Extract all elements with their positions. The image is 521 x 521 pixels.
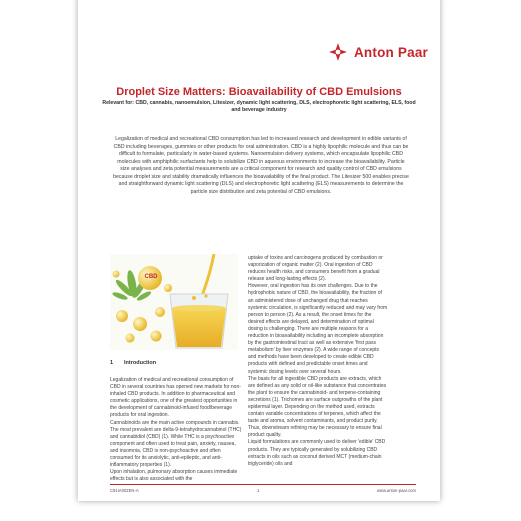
document-title: Droplet Size Matters: Bioavailability of CBD Emulsions <box>116 86 402 98</box>
page-number: 1 <box>257 488 260 493</box>
section-number: 1 <box>110 360 114 366</box>
paragraph: However, oral ingestion has its own challenges. Due to the hydrophobic nature of CBD, the bioavailability, the fraction of an administered dose of unchanged drug that reaches systemic circulation, is significantly reduced and may vary from person to person (2). As a result, the onset times for the desired effects are delayed, and determination of optimal dosing is challenging. There are multiple reasons for a reduction in bioavailability including an incomplete absorption by the gastrointestinal tract as well as extensive 'first pass metabolism' by liver enzymes (2). A wide range of concepts and methods have been developed to create edible CBD products with defined and predictable onset times and systemic dosing levels over several hours. <box>248 283 388 375</box>
abstract: Legalization of medical and recreational CBD consumption has led to increased research and development in edible variants of CBD including beverages, gummies or other products for oral administration. CBD is a highly lipophilic molecule and thus can be difficult to formulate, particularly in water-based systems. Nanoemulsion delivery systems, which encapsulate lipophilic CBD molecules with amphiphilic surfactants help to solubilize CBD in aqueous environments to increase the bioavailability. Particle size analyses and zeta potential measurements are a critical component for research and quality control of CBD emulsions because droplet size and stability dramatically influences the bioavailability of the final product. The Litesizer 500 enables precise and straightforward dynamic light scattering (DLS) and electrophoretic light scattering (ELS) measurements to determine the particle size distribution and zeta potential of CBD emulsions. <box>113 136 409 195</box>
paragraph: Legalization of medical and recreational consumption of CBD in several countries has opened new markets for non-inhaled CBD products. In addition to pharmaceutical and cosmetic applications, one of the greatest opportunities in the development of cannabinoid-infused food/beverage products for oral ingestion. <box>110 377 241 419</box>
anton-paar-emblem-icon <box>328 42 348 62</box>
section-title: Introduction <box>124 360 157 366</box>
document-code: C91IA002EN-A <box>110 488 139 493</box>
anton-paar-logo <box>328 42 428 62</box>
document-page <box>78 0 440 501</box>
website-link[interactable]: www.anton-paar.com <box>376 488 416 493</box>
cbd-badge: CBD <box>144 274 158 280</box>
paragraph: Liquid formulations are commonly used to deliver 'edible' CBD products. They are typically generated by solubilizing CBD extracts in oils such as coconut derived MCT (medium-chain triglyceride) oils and <box>248 439 386 467</box>
brand-name: Anton Paar <box>353 44 428 60</box>
paragraph: The basis for all ingestible CBD products are extracts, which are defined as any solid or oil-like substance that concentrates the plant to ensure the cannabinoid- and terpene-containing secretions (1). Trichomes are surface outgrowths of the plant epidermal layer. Depending on the method used, extracts contain variable concentrations of terpenes, which affect the taste and aroma, solvent contaminants, and product purity. Thus, downstream refining may be necessary to ensure final product quality. <box>248 375 387 439</box>
left-column <box>110 377 242 483</box>
page-footer <box>78 479 440 501</box>
paragraph: Upon inhalation, pulmonary absorption causes immediate effects but is also associated with the <box>110 469 238 483</box>
section-heading <box>110 360 156 366</box>
footer-rule <box>110 484 416 485</box>
cbd-oil-image <box>110 254 238 350</box>
paragraph: Cannabinoids are the main active compounds in cannabis. The most prevalent are delta-9-tetrahydrocannabinol (THC) and cannabidiol (CBD) (1). While THC is a psychoactive component and often used to treat pain, anxiety, nausea, and insomnia, CBD is non-psychoactive and often consumed for its anxiolytic, anti-epileptic, and anti-inflammatory properties (1). <box>110 419 242 469</box>
relevant-for: Relevant for: CBD, cannabis, nanoemulsion, Litesizer, dynamic light scattering, DLS, electrophoretic light scattering, ELS, food and beverage industry <box>102 100 416 114</box>
right-column <box>248 255 388 468</box>
paragraph: uptake of toxins and carcinogens produced by combustion or vaporization of organic matter (2). Oral ingestion of CBD reduces health risks, and consumers benefit from a gradual release and long-lasting effects (2). <box>248 255 383 283</box>
